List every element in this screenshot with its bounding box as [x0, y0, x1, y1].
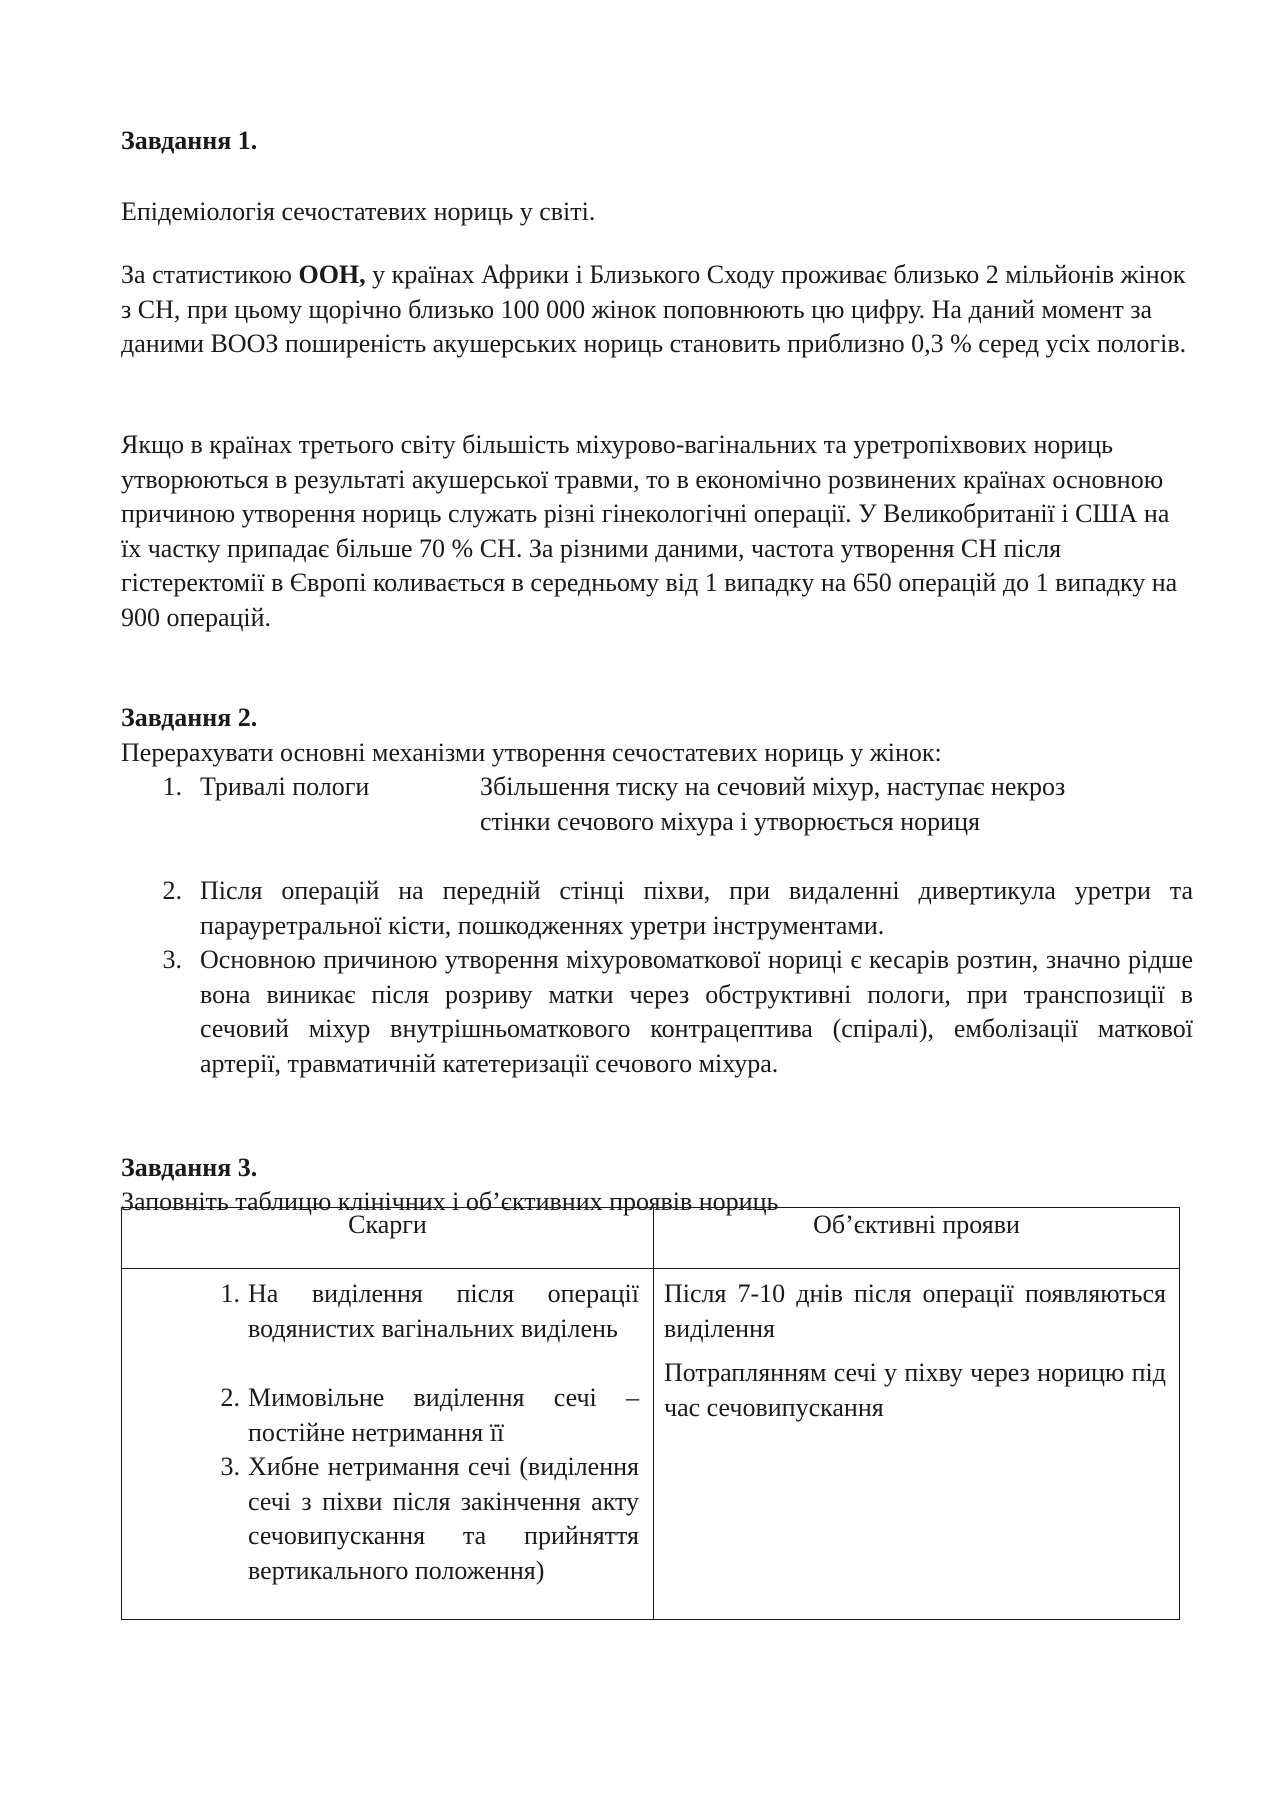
task2-heading: Завдання 2.	[121, 703, 258, 732]
list-number: 3.	[220, 1452, 240, 1481]
complaint-item: Хибне нетримання сечі (виділення сечі з піхви після закінчення акту сечовипускання та прийняття вертикального положення)	[248, 1452, 639, 1585]
objective-item: Потраплянням сечі у піхву через норицю під час сечовипускання	[664, 1358, 1166, 1422]
list-number: 1.	[220, 1279, 240, 1308]
task2-item-1-label: Тривалі пологи	[200, 772, 370, 801]
complaints-cell	[122, 1269, 654, 1620]
complaint-item: Мимовільне виділення сечі – постійне нетримання її	[248, 1383, 639, 1447]
task1-paragraph-2: Якщо в країнах третього світу більшість міхурово-вагінальних та уретропіхвових нориць утворюються в результаті акушерської травми, то в економічно розвинених країнах основною причиною утворення нориць служать різні гінекологічні операції. У Великобританії і США на їх частку припадає більше 70 % СН. За різними даними, частота утворення СН після гістеректомії в Європі коливається в середньому від 1 випадку на 650 операцій до 1 випадку на 900 операцій.	[121, 430, 1178, 632]
objective-cell	[654, 1269, 1180, 1620]
manifestations-table	[121, 1207, 1180, 1620]
list-number: 3.	[162, 945, 182, 974]
task1-p1-start: За статистикою	[121, 260, 299, 289]
task1-p1-bold: ООН,	[298, 260, 366, 289]
task1-p1-rest: у країнах Африки і Близького Сходу проживає близько 2 мільйонів жінок з СН, при цьому щорічно близько 100 000 жінок поповнюють цю цифру. На даний момент за даними ВООЗ поширеність акушерських нориць становить приблизно 0,3 % серед усіх пологів.	[121, 260, 1187, 358]
objective-item: Після 7-10 днів після операції появляються виділення	[664, 1279, 1166, 1343]
task3-heading: Завдання 3.	[121, 1153, 258, 1182]
table-row	[122, 1269, 1180, 1620]
list-number: 1.	[162, 772, 182, 801]
task2-item-1-text: Збільшення тиску на сечовий міхур, наступає некроз стінки сечового міхура і утворюється нориця	[480, 772, 1066, 836]
task2-item-2-text: Після операцій на передній стінці піхви, при видаленні дивертикула уретри та парауретральної кісти, пошкодженнях уретри інструментами.	[200, 876, 1193, 940]
table-header-objective: Об’єктивні прояви	[654, 1208, 1180, 1269]
task1-paragraph-1	[121, 258, 1193, 362]
task1-heading: Завдання 1.	[121, 126, 258, 155]
list-number: 2.	[220, 1383, 240, 1412]
task3-intro: Заповніть таблицю клінічних і об’єктивних проявів нориць	[121, 1187, 779, 1216]
list-number: 2.	[162, 876, 182, 905]
task2-item-3-text: Основною причиною утворення міхуровоматкової нориці є кесарів розтин, значно рідше вона виникає після розриву матки через обструктивні пологи, при транспозиції в сечовий міхур внутрішньоматкового контрацептива (спіралі), емболізації маткової артерії, травматичній катетеризації сечового міхура.	[200, 945, 1193, 1078]
complaint-item: На виділення після операції водянистих вагінальних виділень	[248, 1279, 639, 1343]
task2-intro: Перерахувати основні механізми утворення сечостатевих нориць у жінок:	[121, 738, 942, 767]
table-header-row	[122, 1208, 1180, 1269]
table-header-complaints: Скарги	[122, 1208, 654, 1269]
task1-subtitle: Епідеміологія сечостатевих нориць у світі.	[121, 197, 596, 226]
